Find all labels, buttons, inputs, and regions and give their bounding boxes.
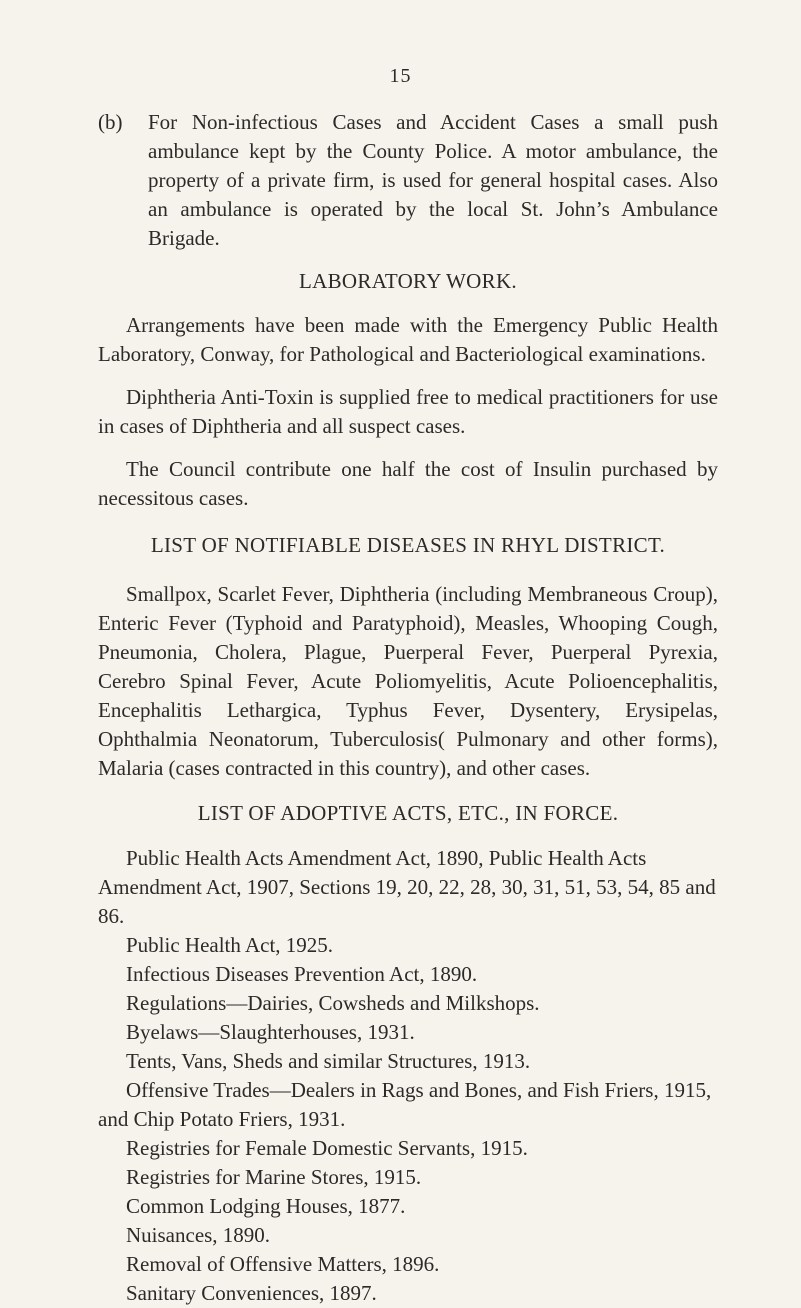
laboratory-heading: LABORATORY WORK. [299, 269, 517, 293]
notifiable-diseases-list: Smallpox, Scarlet Fever, Diphtheria (including Membraneous Croup), Enteric Fever (Typhoid and Paratyphoid), Measles, Whooping Cough, Pneumonia, Cholera, Plague, Puerperal Fever, Puerperal Pyrexia, Cerebro Spinal Fever, Acute Poliomyelitis, Acute Polioencephalitis, Encephalitis Lethargica, Typhus Fever, Dysentery, Erysipelas, Ophthalmia Neonatorum, Tuberculosis( Pulmonary and other forms), Malaria (cases contracted in this country), and other cases. [98, 582, 718, 780]
list-item: Registries for Female Domestic Servants, 1915. [126, 1136, 528, 1160]
list-item: Nuisances, 1890. [126, 1223, 271, 1247]
list-item: Removal of Offensive Matters, 1896. [126, 1252, 440, 1276]
item-marker: (b) [98, 110, 123, 134]
page-body [98, 108, 718, 1308]
list-item: Public Health Act, 1925. [126, 933, 334, 957]
list-item: Offensive Trades—Dealers in Rags and Bones, and Fish Friers, 1915, and Chip Potato Friers, 1931. [98, 1078, 712, 1131]
ambulance-text: For Non-infectious Cases and Accident Cases a small push ambulance kept by the County Police. A motor ambulance, the property of a private firm, is used for general hospital cases. Also an ambulance is operated by the local St. John’s Ambulance Brigade. [148, 110, 718, 250]
list-item: Common Lodging Houses, 1877. [126, 1194, 406, 1218]
list-item: Sanitary Conveniences, 1897. [126, 1281, 377, 1305]
list-item: Byelaws—Slaughterhouses, 1931. [126, 1020, 415, 1044]
page-number: 15 [389, 65, 412, 87]
list-item: Registries for Marine Stores, 1915. [126, 1165, 422, 1189]
antitoxin-paragraph: Diphtheria Anti-Toxin is supplied free to medical practitioners for use in cases of Diphtheria and all suspect cases. [98, 385, 718, 438]
list-item: Regulations—Dairies, Cowsheds and Milkshops. [126, 991, 540, 1015]
list-item: Public Health Acts Amendment Act, 1890, Public Health Acts Amendment Act, 1907, Sections 19, 20, 22, 28, 30, 31, 51, 53, 54, 85 and 86. [98, 846, 716, 928]
laboratory-paragraph: Arrangements have been made with the Emergency Public Health Laboratory, Conway, for Pathological and Bacteriological examinations. [98, 313, 718, 366]
adoptive-acts-list [98, 844, 718, 1308]
list-item: Infectious Diseases Prevention Act, 1890. [126, 962, 478, 986]
insulin-paragraph: The Council contribute one half the cost of Insulin purchased by necessitous cases. [98, 457, 718, 510]
ambulance-paragraph [98, 108, 718, 253]
list-item: Tents, Vans, Sheds and similar Structures, 1913. [126, 1049, 531, 1073]
notifiable-heading: LIST OF NOTIFIABLE DISEASES IN RHYL DISTRICT. [150, 533, 666, 557]
adoptive-acts-heading: LIST OF ADOPTIVE ACTS, ETC., IN FORCE. [197, 801, 619, 825]
